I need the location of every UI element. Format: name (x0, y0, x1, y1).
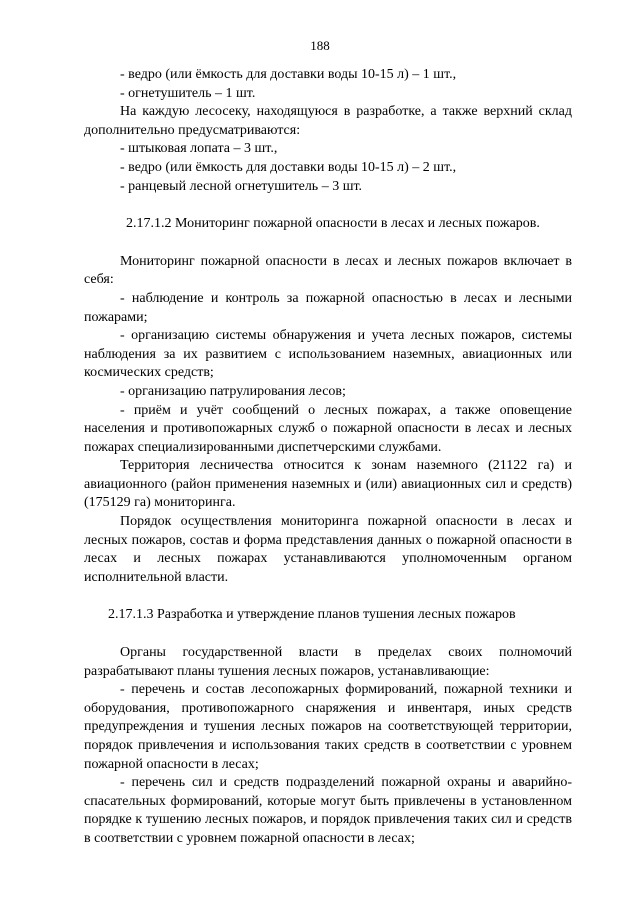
list-item: - перечень и состав лесопожарных формирований, пожарной техники и оборудования, противопожарного снаряжения и инвентаря, иных средств предупреждения и тушения лесных пожаров на соответствующей территории, порядок привлечения и использования таких средств в соответствии с уровнем пожарной опасности в лесах; (84, 682, 572, 772)
monitoring-section (84, 253, 572, 588)
list-item: - организацию патрулирования лесов; (120, 383, 346, 399)
section-heading-plans: 2.17.1.3 Разработка и утверждение планов тушения лесных пожаров (108, 607, 516, 623)
paragraph: Территория лесничества относится к зонам наземного (21122 га) и авиационного (район применения наземных и (или) авиационных сил и средств) (175129 га) мониторинга. (84, 458, 572, 511)
paragraph: Мониторинг пожарной опасности в лесах и лесных пожаров включает в себя: (84, 253, 572, 288)
list-item: - ведро (или ёмкость для доставки воды 10-15 л) – 2 шт., (120, 159, 457, 175)
paragraph: Органы государственной власти в пределах своих полномочий разрабатывают планы тушения лесных пожаров, устанавливающие: (84, 645, 572, 679)
paragraph: На каждую лесосеку, находящуюся в разработке, а также верхний склад дополнительно предусматриваются: (84, 104, 572, 138)
page-number: 188 (310, 38, 330, 53)
firefighting-plans-section (84, 644, 572, 849)
list-item: - организацию системы обнаружения и учета лесных пожаров, системы наблюдения за их развитием с использованием наземных, авиационных или космических средств; (84, 328, 572, 381)
list-item: - штыковая лопата – 3 шт., (120, 141, 278, 157)
list-item: - ранцевый лесной огнетушитель – 3 шт. (120, 178, 363, 194)
list-item: - приём и учёт сообщений о лесных пожарах, а также оповещение населения и противопожарных служб о пожарной опасности в лесах и лесных пожарах специализированными диспетчерскими службами. (84, 402, 572, 455)
list-item: - ведро (или ёмкость для доставки воды 10-15 л) – 1 шт., (120, 67, 457, 82)
paragraph: Порядок осуществления мониторинга пожарной опасности в лесах и лесных пожаров, состав и форма представления данных о пожарной опасности в лесах и лесных пожарах устанавливаются уполномоченным органом исполнительной власти. (84, 514, 572, 585)
list-item: - огнетушитель – 1 шт. (120, 85, 256, 101)
section-heading-monitoring: 2.17.1.2 Мониторинг пожарной опасности в лесах и лесных пожаров. (126, 216, 540, 232)
list-item: - перечень сил и средств подразделений пожарной охраны и аварийно-спасательных формирований, которые могут быть привлечены в установленном порядке к тушению лесных пожаров, и порядок привлечения таких сил и средств в соответствии с уровнем пожарной опасности в лесах; (84, 775, 572, 846)
list-item: - наблюдение и контроль за пожарной опасностью в лесах и лесными пожарами; (84, 290, 572, 325)
page-content (84, 66, 572, 849)
equipment-list-section (84, 66, 572, 196)
